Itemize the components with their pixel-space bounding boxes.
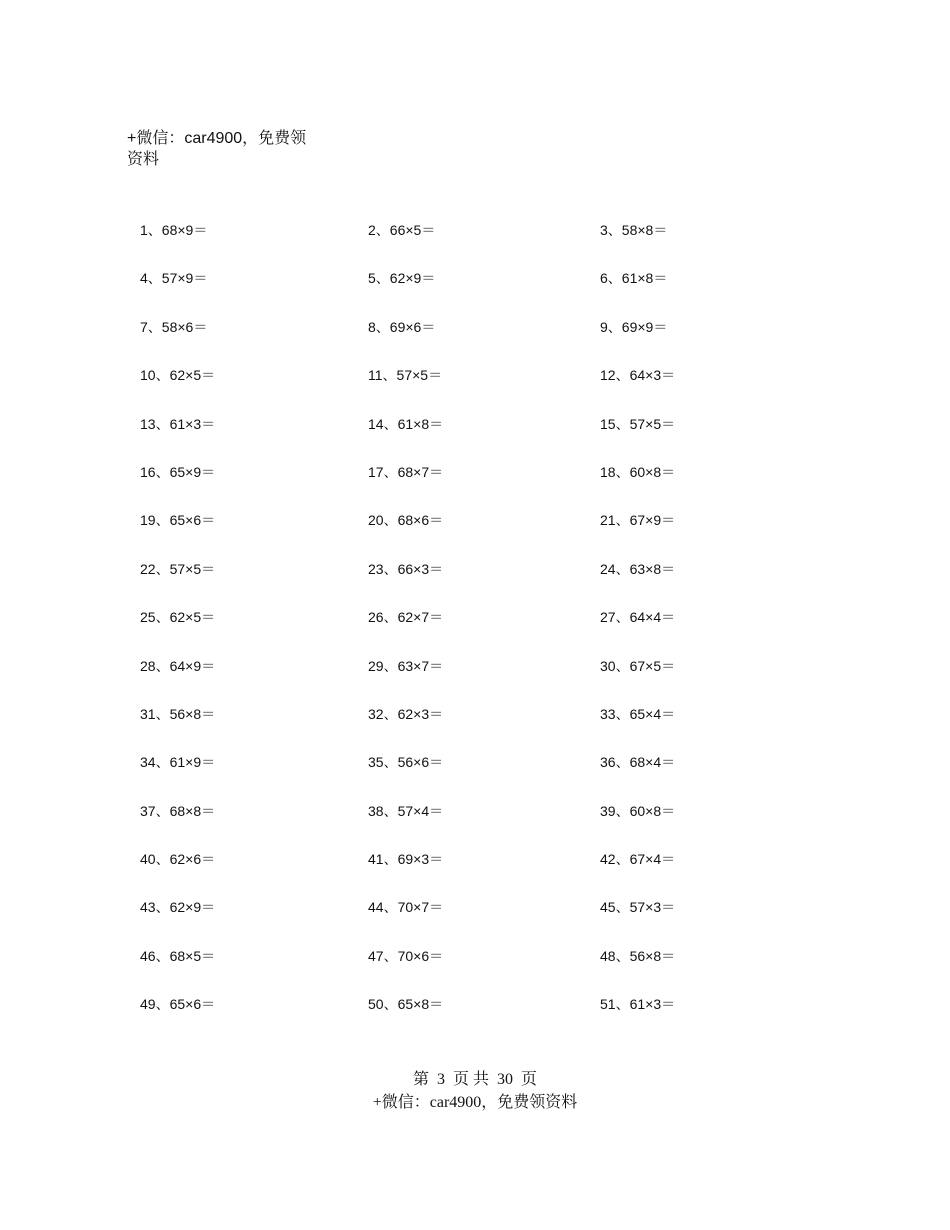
- page-prefix: 第: [412, 1071, 429, 1088]
- problem-item: 17、68×7＝: [368, 463, 444, 480]
- page-indicator: [0, 1070, 950, 1090]
- problem-item: 6、61×8＝: [600, 270, 668, 287]
- problem-item: 24、63×8＝: [600, 560, 676, 577]
- problem-item: 8、69×6＝: [368, 318, 436, 335]
- problem-item: 28、64×9＝: [140, 657, 216, 674]
- problem-item: 33、65×4＝: [600, 705, 676, 722]
- problem-row: [140, 994, 760, 1042]
- problem-item: 21、67×9＝: [600, 512, 676, 529]
- problem-item: 5、62×9＝: [368, 270, 436, 287]
- problem-item: 3、58×8＝: [600, 222, 668, 238]
- problem-item: 7、58×6＝: [140, 318, 208, 335]
- problem-item: 35、56×6＝: [368, 754, 444, 771]
- problem-item: 31、56×8＝: [140, 705, 216, 722]
- problem-item: 26、62×7＝: [368, 609, 444, 626]
- problem-item: 27、64×4＝: [600, 609, 676, 626]
- problem-item: 37、68×8＝: [140, 802, 216, 819]
- problem-row: [140, 946, 760, 994]
- problem-row: [140, 897, 760, 945]
- problem-item: 23、66×3＝: [368, 560, 444, 577]
- problem-item: 30、67×5＝: [600, 657, 676, 674]
- page-middle: 页 共: [452, 1071, 489, 1088]
- problem-item: 12、64×3＝: [600, 367, 676, 384]
- problem-item: 18、60×8＝: [600, 463, 676, 480]
- problem-row: [140, 704, 760, 752]
- problem-item: 4、57×9＝: [140, 270, 208, 287]
- problem-item: 41、69×3＝: [368, 851, 444, 868]
- problem-item: 39、60×8＝: [600, 802, 676, 819]
- problem-item: 13、61×3＝: [140, 415, 216, 432]
- problem-item: 11、57×5＝: [368, 367, 443, 384]
- problem-item: 15、57×5＝: [600, 415, 676, 432]
- problem-row: [140, 656, 760, 704]
- problem-item: 45、57×3＝: [600, 899, 676, 916]
- problem-item: 14、61×8＝: [368, 415, 444, 432]
- problem-row: [140, 220, 760, 268]
- problem-item: 49、65×6＝: [140, 996, 216, 1013]
- problem-item: 40、62×6＝: [140, 851, 216, 868]
- problem-row: [140, 365, 760, 413]
- problem-item: 20、68×6＝: [368, 512, 444, 529]
- problem-item: 1、68×9＝: [140, 222, 208, 238]
- problem-row: [140, 801, 760, 849]
- problem-row: [140, 414, 760, 462]
- footer-note: +微信：car4900，免费领资料: [372, 1094, 578, 1111]
- problem-item: 48、56×8＝: [600, 947, 676, 964]
- problem-item: 51、61×3＝: [600, 996, 676, 1013]
- problem-row: [140, 462, 760, 510]
- problem-item: 22、57×5＝: [140, 560, 216, 577]
- problem-grid: [140, 220, 760, 1043]
- problem-row: [140, 510, 760, 558]
- page-number: 3: [436, 1071, 445, 1088]
- problem-item: 36、68×4＝: [600, 754, 676, 771]
- problem-item: 38、57×4＝: [368, 802, 444, 819]
- problem-item: 32、62×3＝: [368, 705, 444, 722]
- page-total: 30: [497, 1071, 513, 1088]
- problem-row: [140, 607, 760, 655]
- problem-item: 43、62×9＝: [140, 899, 216, 916]
- problem-item: 19、65×6＝: [140, 512, 216, 529]
- problem-row: [140, 268, 760, 316]
- problem-item: 46、68×5＝: [140, 947, 216, 964]
- problem-row: [140, 559, 760, 607]
- problem-row: [140, 752, 760, 800]
- page-suffix: 页: [521, 1071, 538, 1088]
- header-line-2: 资料: [127, 151, 160, 168]
- problem-item: 9、69×9＝: [600, 318, 668, 335]
- problem-item: 44、70×7＝: [368, 899, 444, 916]
- problem-item: 34、61×9＝: [140, 754, 216, 771]
- problem-row: [140, 317, 760, 365]
- problem-item: 29、63×7＝: [368, 657, 444, 674]
- problem-item: 16、65×9＝: [140, 463, 216, 480]
- problem-item: 47、70×6＝: [368, 947, 444, 964]
- problem-item: 25、62×5＝: [140, 609, 216, 626]
- problem-item: 2、66×5＝: [368, 222, 436, 238]
- problem-row: [140, 849, 760, 897]
- problem-item: 10、62×5＝: [140, 367, 216, 384]
- header-line-1: +微信：car4900，免费领: [127, 130, 307, 147]
- problem-item: 50、65×8＝: [368, 996, 444, 1013]
- problem-item: 42、67×4＝: [600, 851, 676, 868]
- header-note: [127, 128, 327, 170]
